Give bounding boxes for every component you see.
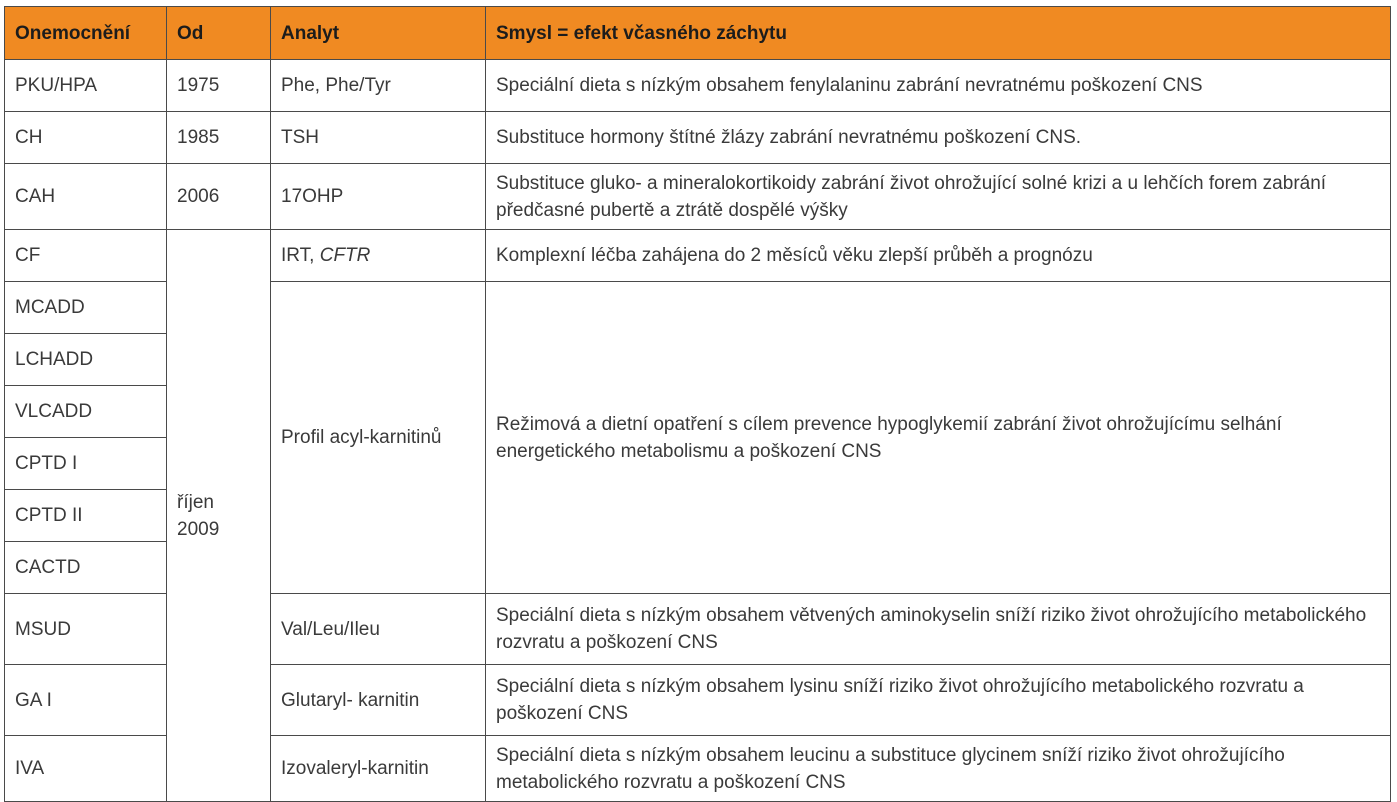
cell-disease: MSUD: [5, 594, 167, 665]
cell-meaning: Speciální dieta s nízkým obsahem lysinu sníží riziko život ohrožujícího metabolického rozvratu a poškození CNS: [486, 665, 1391, 736]
cell-od: 1985: [167, 112, 271, 164]
cell-disease: LCHADD: [5, 334, 167, 386]
cell-disease: CACTD: [5, 542, 167, 594]
cell-od: 2006: [167, 164, 271, 230]
cell-meaning-merged: Režimová a dietní opatření s cílem prevence hypoglykemií zabrání život ohrožujícímu selhání energetického metabolismu a poškození CNS: [486, 282, 1391, 594]
cell-analyte: TSH: [271, 112, 486, 164]
cell-meaning: Speciální dieta s nízkým obsahem fenylalaninu zabrání nevratnému poškození CNS: [486, 60, 1391, 112]
cell-disease: CPTD II: [5, 490, 167, 542]
cell-meaning: Komplexní léčba zahájena do 2 měsíců věku zlepší průběh a prognózu: [486, 230, 1391, 282]
analyte-cftr: CFTR: [319, 245, 371, 266]
cell-od-merged: říjen 2009: [167, 230, 271, 802]
cell-disease: CPTD I: [5, 438, 167, 490]
cell-disease: IVA: [5, 736, 167, 802]
header-analyte: Analyt: [271, 7, 486, 60]
cell-analyte: 17OHP: [271, 164, 486, 230]
table-row: [5, 60, 1391, 112]
newborn-screening-table: [4, 6, 1391, 802]
analyte-irt: IRT,: [281, 245, 315, 266]
header-od: Od: [167, 7, 271, 60]
header-disease: Onemocnění: [5, 7, 167, 60]
cell-disease: PKU/HPA: [5, 60, 167, 112]
cell-disease: VLCADD: [5, 386, 167, 438]
cell-meaning: Speciální dieta s nízkým obsahem větvených aminokyselin sníží riziko život ohrožujícího metabolického rozvratu a poškození CNS: [486, 594, 1391, 665]
cell-od: 1975: [167, 60, 271, 112]
cell-disease: GA I: [5, 665, 167, 736]
cell-disease: CF: [5, 230, 167, 282]
cell-disease: MCADD: [5, 282, 167, 334]
table-row: [5, 112, 1391, 164]
cell-analyte: Izovaleryl-karnitin: [271, 736, 486, 802]
cell-analyte: Phe, Phe/Tyr: [271, 60, 486, 112]
cell-disease: CAH: [5, 164, 167, 230]
cell-meaning: Substituce gluko- a mineralokortikoidy zabrání život ohrožující solné krizi a u lehčích forem zabrání předčasné pubertě a ztrátě dospělé výšky: [486, 164, 1391, 230]
cell-analyte: Glutaryl- karnitin: [271, 665, 486, 736]
cell-disease: CH: [5, 112, 167, 164]
cell-meaning: Substituce hormony štítné žlázy zabrání nevratnému poškození CNS.: [486, 112, 1391, 164]
cell-analyte: Val/Leu/Ileu: [271, 594, 486, 665]
table-header-row: [5, 7, 1391, 60]
table-row: [5, 230, 1391, 282]
cell-analyte: [271, 230, 486, 282]
cell-analyte-merged: Profil acyl-karnitinů: [271, 282, 486, 594]
cell-meaning: Speciální dieta s nízkým obsahem leucinu a substituce glycinem sníží riziko život ohrožujícího metabolického rozvratu a poškození CNS: [486, 736, 1391, 802]
header-meaning: Smysl = efekt včasného záchytu: [486, 7, 1391, 60]
table-row: [5, 164, 1391, 230]
